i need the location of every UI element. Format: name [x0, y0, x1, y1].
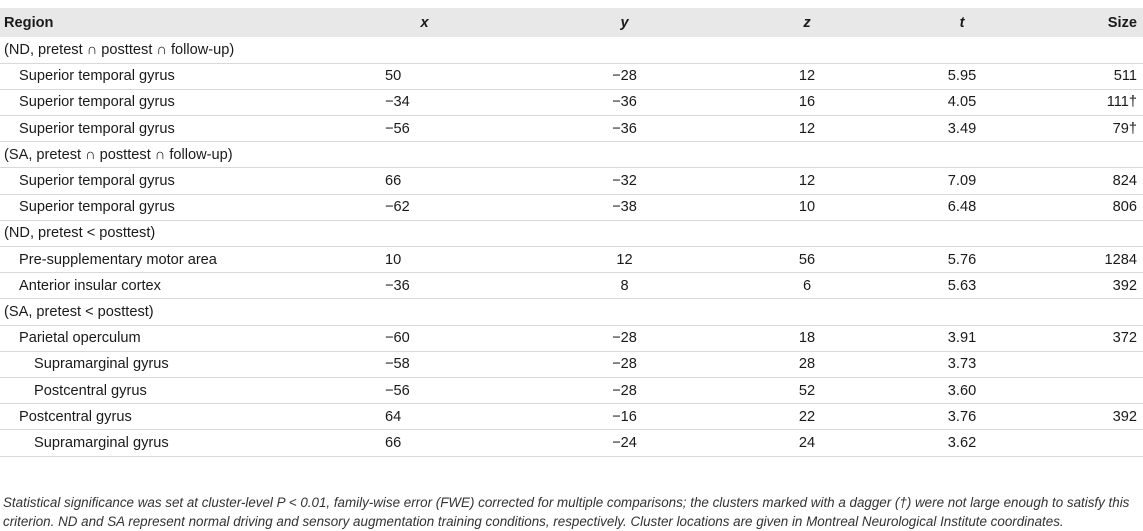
cell-y: −28 — [612, 356, 637, 373]
cell-size — [1032, 299, 1143, 325]
header-t: t — [959, 14, 965, 31]
cell-region: Superior temporal gyrus — [19, 199, 175, 216]
cell-x: 66 — [385, 434, 402, 451]
cell-z — [722, 299, 892, 325]
cell-z: 24 — [798, 434, 816, 451]
cell-z — [722, 37, 892, 63]
cell-y: −16 — [612, 408, 637, 425]
cell-t: 3.49 — [947, 120, 977, 137]
cell-x: 10 — [385, 251, 402, 268]
cell-size: 806 — [1112, 199, 1137, 216]
cell-region: Superior temporal gyrus — [19, 173, 175, 190]
cell-region: Anterior insular cortex — [19, 277, 161, 294]
cell-x: 50 — [385, 68, 402, 85]
header-region: Region — [4, 14, 54, 31]
cell-z: 12 — [798, 68, 816, 85]
cell-t: 3.73 — [947, 356, 977, 373]
table-row — [0, 168, 1143, 194]
cell-z: 22 — [798, 408, 816, 425]
cell-z — [722, 142, 892, 168]
cell-t: 7.09 — [947, 173, 977, 190]
cell-x: −36 — [385, 277, 410, 294]
cell-t: 3.76 — [947, 408, 977, 425]
cell-size — [1032, 142, 1143, 168]
cell-z: 18 — [798, 330, 816, 347]
cell-size: 79† — [1112, 120, 1137, 137]
cell-size: 392 — [1112, 277, 1137, 294]
cell-region: Superior temporal gyrus — [19, 68, 175, 85]
header-size: Size — [1107, 14, 1137, 31]
table-group-row — [0, 220, 1143, 246]
cell-z: 16 — [798, 94, 816, 111]
table-footnote: Statistical significance was set at cluster-level P < 0.01, family-wise error (FWE) corrected for multiple comparisons; the clusters marked with a dagger (†) were not large enough to satisfy this criterion. ND and SA represent normal driving and sensory augmentation training conditions, respectively. Cluster locations are given in Montreal Neurological Institute coordinates. — [3, 495, 1130, 529]
cell-region: (ND, pretest < posttest) — [4, 225, 156, 242]
cell-x: 66 — [385, 173, 402, 190]
table-row — [0, 273, 1143, 299]
cell-z: 56 — [798, 251, 816, 268]
header-z: z — [803, 14, 811, 31]
results-table-container — [0, 8, 1143, 457]
cell-region: Supramarginal gyrus — [34, 356, 169, 373]
cell-y: −38 — [612, 199, 637, 216]
cell-size — [1032, 377, 1143, 403]
cell-x: −62 — [385, 199, 410, 216]
cell-t — [892, 37, 1032, 63]
cell-region: Postcentral gyrus — [34, 382, 147, 399]
table-row — [0, 325, 1143, 351]
cell-x: 64 — [385, 408, 402, 425]
cell-t: 5.63 — [947, 277, 977, 294]
cell-x — [322, 142, 527, 168]
table-group-row — [0, 142, 1143, 168]
cell-size: 511 — [1113, 68, 1137, 85]
cell-y — [527, 142, 722, 168]
table-row — [0, 194, 1143, 220]
cell-region: Pre-supplementary motor area — [19, 251, 217, 268]
cell-region: (ND, pretest ∩ posttest ∩ follow-up) — [4, 41, 235, 58]
cell-z: 10 — [798, 199, 816, 216]
cell-z — [722, 220, 892, 246]
cell-t — [892, 299, 1032, 325]
cell-region: (SA, pretest < posttest) — [4, 303, 154, 320]
cell-region: Postcentral gyrus — [19, 408, 132, 425]
cell-x: −34 — [385, 94, 410, 111]
cell-z: 12 — [798, 120, 816, 137]
cell-y: −28 — [612, 330, 637, 347]
table-header-row — [0, 8, 1143, 37]
cell-y: −28 — [612, 382, 637, 399]
cell-x — [322, 299, 527, 325]
header-x: x — [420, 14, 429, 31]
cell-region: Supramarginal gyrus — [34, 434, 169, 451]
cell-y: −28 — [612, 68, 637, 85]
table-row — [0, 351, 1143, 377]
cell-y: 12 — [616, 251, 633, 268]
cell-t: 4.05 — [947, 94, 977, 111]
cell-y — [527, 299, 722, 325]
cell-size: 111† — [1106, 94, 1137, 111]
header-y: y — [620, 14, 629, 31]
cell-t: 3.60 — [947, 382, 977, 399]
cell-size — [1032, 220, 1143, 246]
cell-z: 6 — [802, 277, 812, 294]
table-body — [0, 37, 1143, 456]
cell-t: 6.48 — [947, 199, 977, 216]
cell-x — [322, 220, 527, 246]
cell-region: Superior temporal gyrus — [19, 120, 175, 137]
table-row — [0, 404, 1143, 430]
cell-region: Superior temporal gyrus — [19, 94, 175, 111]
cell-region: Parietal operculum — [19, 330, 141, 347]
cell-t: 5.76 — [947, 251, 977, 268]
cell-t: 3.91 — [947, 330, 977, 347]
table-row — [0, 247, 1143, 273]
cell-y: −24 — [612, 434, 637, 451]
cell-x — [322, 37, 527, 63]
table-row — [0, 377, 1143, 403]
cell-size: 392 — [1112, 408, 1137, 425]
cell-y: −32 — [612, 173, 637, 190]
cell-z: 28 — [798, 356, 816, 373]
cell-y: −36 — [612, 120, 637, 137]
cell-x: −58 — [385, 356, 410, 373]
table-row — [0, 89, 1143, 115]
table-row — [0, 116, 1143, 142]
cell-y: 8 — [620, 277, 629, 294]
cell-size: 1284 — [1104, 251, 1137, 268]
cell-y — [527, 37, 722, 63]
cell-size — [1032, 37, 1143, 63]
cell-t — [892, 142, 1032, 168]
cell-z: 12 — [798, 173, 816, 190]
cell-t: 5.95 — [947, 68, 977, 85]
cell-z: 52 — [798, 382, 816, 399]
cell-t — [892, 220, 1032, 246]
table-row — [0, 430, 1143, 456]
cell-x: −60 — [385, 330, 410, 347]
cell-x: −56 — [385, 120, 410, 137]
cell-size — [1032, 430, 1143, 456]
cell-size — [1032, 351, 1143, 377]
cell-x: −56 — [385, 382, 410, 399]
results-table — [0, 8, 1143, 457]
cell-y: −36 — [612, 94, 637, 111]
cell-size: 372 — [1112, 330, 1137, 347]
cell-t: 3.62 — [947, 434, 977, 451]
table-group-row — [0, 37, 1143, 63]
table-group-row — [0, 299, 1143, 325]
table-row — [0, 63, 1143, 89]
cell-region: (SA, pretest ∩ posttest ∩ follow-up) — [4, 146, 233, 163]
cell-y — [527, 220, 722, 246]
cell-size: 824 — [1112, 173, 1137, 190]
